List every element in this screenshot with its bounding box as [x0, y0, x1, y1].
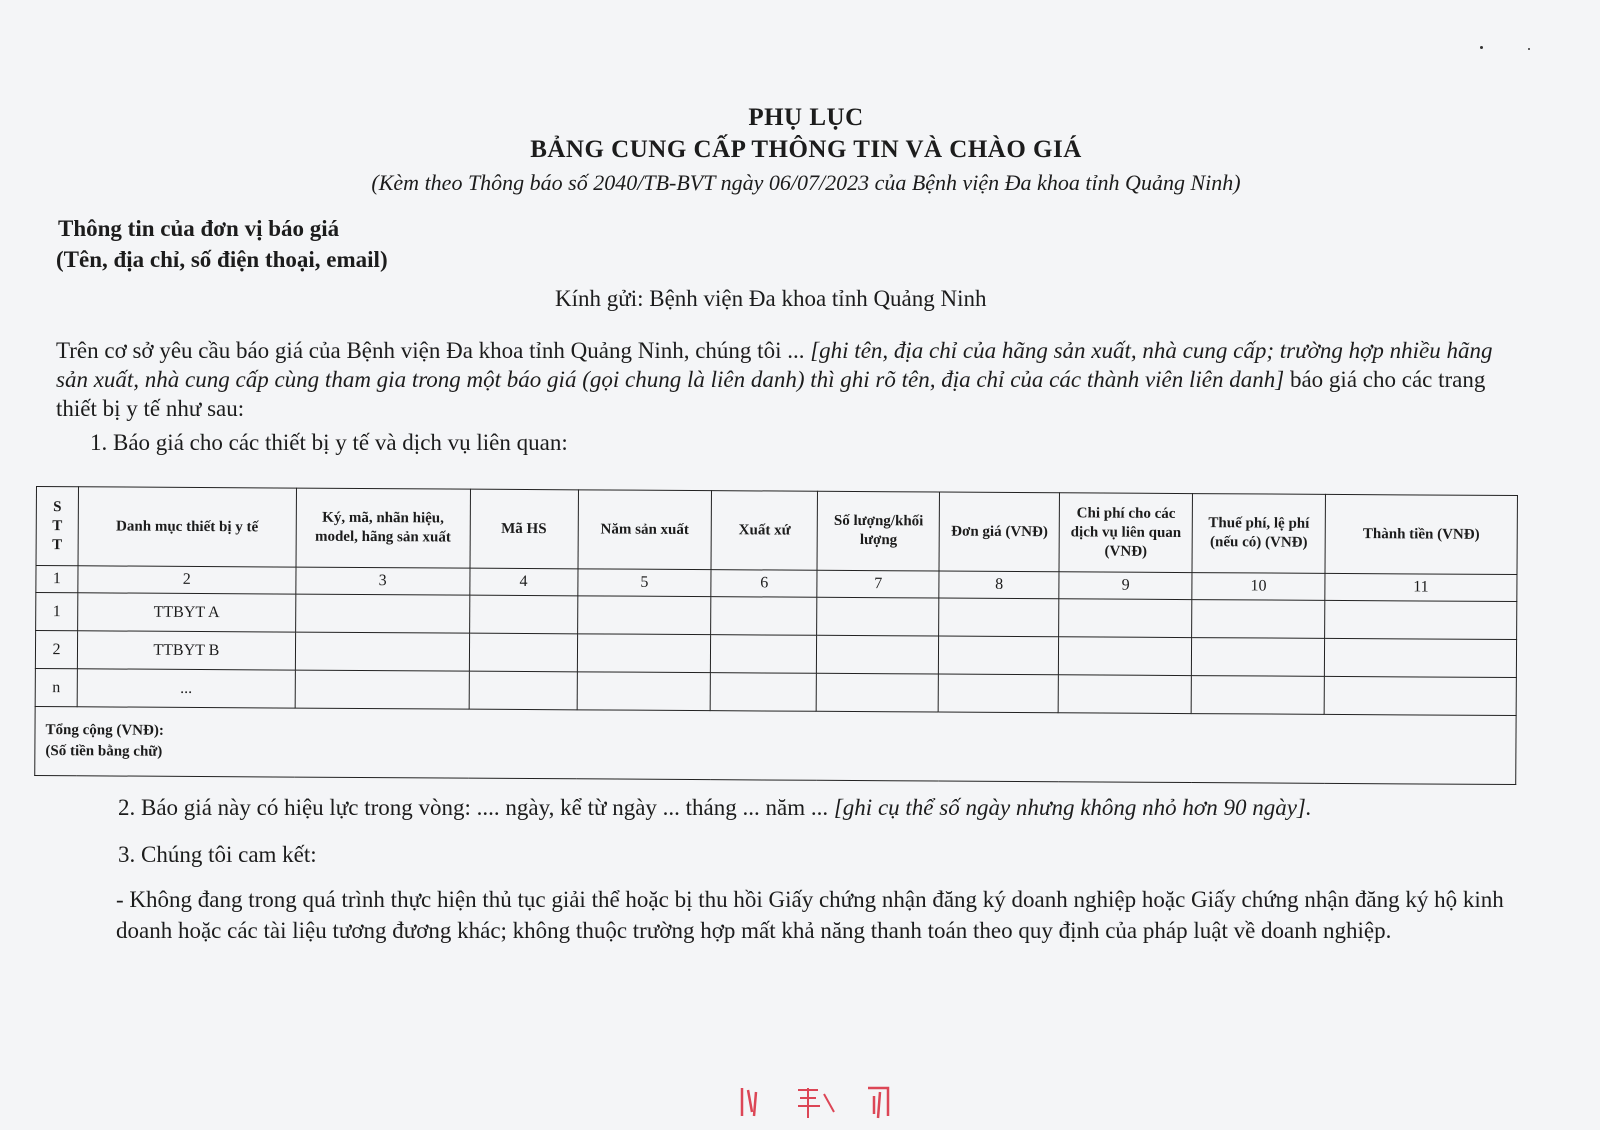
validity-text: 2. Báo giá này có hiệu lực trong vòng: .... ngày, kể từ ngày ... tháng ... năm ... [118, 795, 829, 820]
index-cell: 8 [939, 571, 1059, 599]
scan-speck [1480, 46, 1483, 49]
header-cell: Danh mục thiết bị y tế [78, 487, 296, 567]
scan-speck [1528, 48, 1530, 50]
recipient-line: Kính gửi: Bệnh viện Đa khoa tỉnh Quảng Ninh [555, 286, 987, 311]
section-3-heading: 3. Chúng tôi cam kết: [118, 842, 317, 867]
stamp-graphic [738, 1082, 918, 1122]
total-label: Tổng cộng (VNĐ): [45, 722, 164, 739]
total-in-words-label: (Số tiền bằng chữ) [45, 743, 163, 760]
header-cell: Mã HS [470, 489, 578, 569]
row-device-name: TTBYT A [78, 593, 296, 632]
index-cell: 4 [469, 568, 577, 596]
index-cell: 6 [711, 570, 817, 598]
index-cell: 10 [1192, 573, 1325, 601]
index-cell: 1 [36, 566, 78, 593]
intro-text-end: báo giá cho các trang thiết bị y tế như sau: [56, 367, 1486, 421]
table-total-row [35, 706, 1516, 784]
header-stt: S T T [36, 487, 78, 566]
row-stt: n [35, 668, 77, 706]
header-cell: Thành tiền (VNĐ) [1325, 494, 1517, 574]
row-device-name: TTBYT B [77, 631, 295, 670]
row-device-name: ... [77, 669, 295, 708]
vendor-info-fields: (Tên, địa chỉ, số điện thoại, email) [56, 247, 388, 272]
document-reference: (Kèm theo Thông báo số 2040/TB-BVT ngày 06/07/2023 của Bệnh viện Đa khoa tỉnh Quảng Ninh) [371, 170, 1241, 195]
document-subtitle-bold: BẢNG CUNG CẤP THÔNG TIN VÀ CHÀO GIÁ [530, 136, 1082, 163]
header-cell: Năm sản xuất [578, 490, 712, 570]
header-cell: Xuất xứ [711, 491, 817, 571]
intro-paragraph [56, 336, 1496, 423]
row-stt: 1 [36, 593, 78, 631]
intro-text-italic: [ghi tên, địa chỉ của hãng sản xuất, nhà cung cấp; trường hợp nhiều hãng sản xuất, nhà cung cấp cùng tham gia trong một báo giá (gọi chung là liên danh) thì ghi rõ tên, địa chỉ của các thành viên liên danh] [56, 338, 1493, 392]
commitment-paragraph: - Không đang trong quá trình thực hiện thủ tục giải thể hoặc bị thu hồi Giấy chứng nhận đăng ký doanh nghiệp hoặc Giấy chứng nhận đăng ký hộ kinh doanh hoặc các tài liệu tương đương khác; không thuộc trường hợp mất khả năng thanh toán theo quy định của pháp luật về doanh nghiệp. [116, 887, 1504, 943]
header-cell: Số lượng/khối lượng [817, 491, 939, 571]
index-cell: 9 [1059, 572, 1192, 600]
index-cell: 3 [296, 567, 470, 595]
index-cell: 7 [817, 570, 939, 598]
total-cell [35, 706, 1516, 784]
index-cell: 11 [1325, 573, 1517, 601]
validity-note: [ghi cụ thể số ngày nhưng không nhỏ hơn 90 ngày]. [833, 795, 1312, 820]
intro-text-start: Trên cơ sở yêu cầu báo giá của Bệnh viện Đa khoa tỉnh Quảng Ninh, chúng tôi ... [56, 338, 805, 363]
header-cell: Chi phí cho các dịch vụ liên quan (VNĐ) [1059, 493, 1192, 573]
header-cell: Đơn giá (VNĐ) [939, 492, 1059, 572]
row-stt: 2 [35, 631, 77, 669]
document-title: PHỤ LỤC [748, 104, 864, 131]
red-stamp-mark [738, 1082, 918, 1130]
vendor-info-heading: Thông tin của đơn vị báo giá [58, 216, 340, 241]
section-2-validity [118, 795, 1312, 821]
header-cell: Ký, mã, nhãn hiệu, model, hãng sản xuất [296, 488, 470, 568]
index-cell: 5 [577, 569, 711, 597]
quote-table [34, 486, 1518, 785]
index-cell: 2 [78, 566, 296, 594]
header-cell: Thuế phí, lệ phí (nếu có) (VNĐ) [1192, 494, 1325, 574]
section-1-heading: 1. Báo giá cho các thiết bị y tế và dịch vụ liên quan: [90, 430, 568, 455]
table-header-row [36, 487, 1517, 575]
